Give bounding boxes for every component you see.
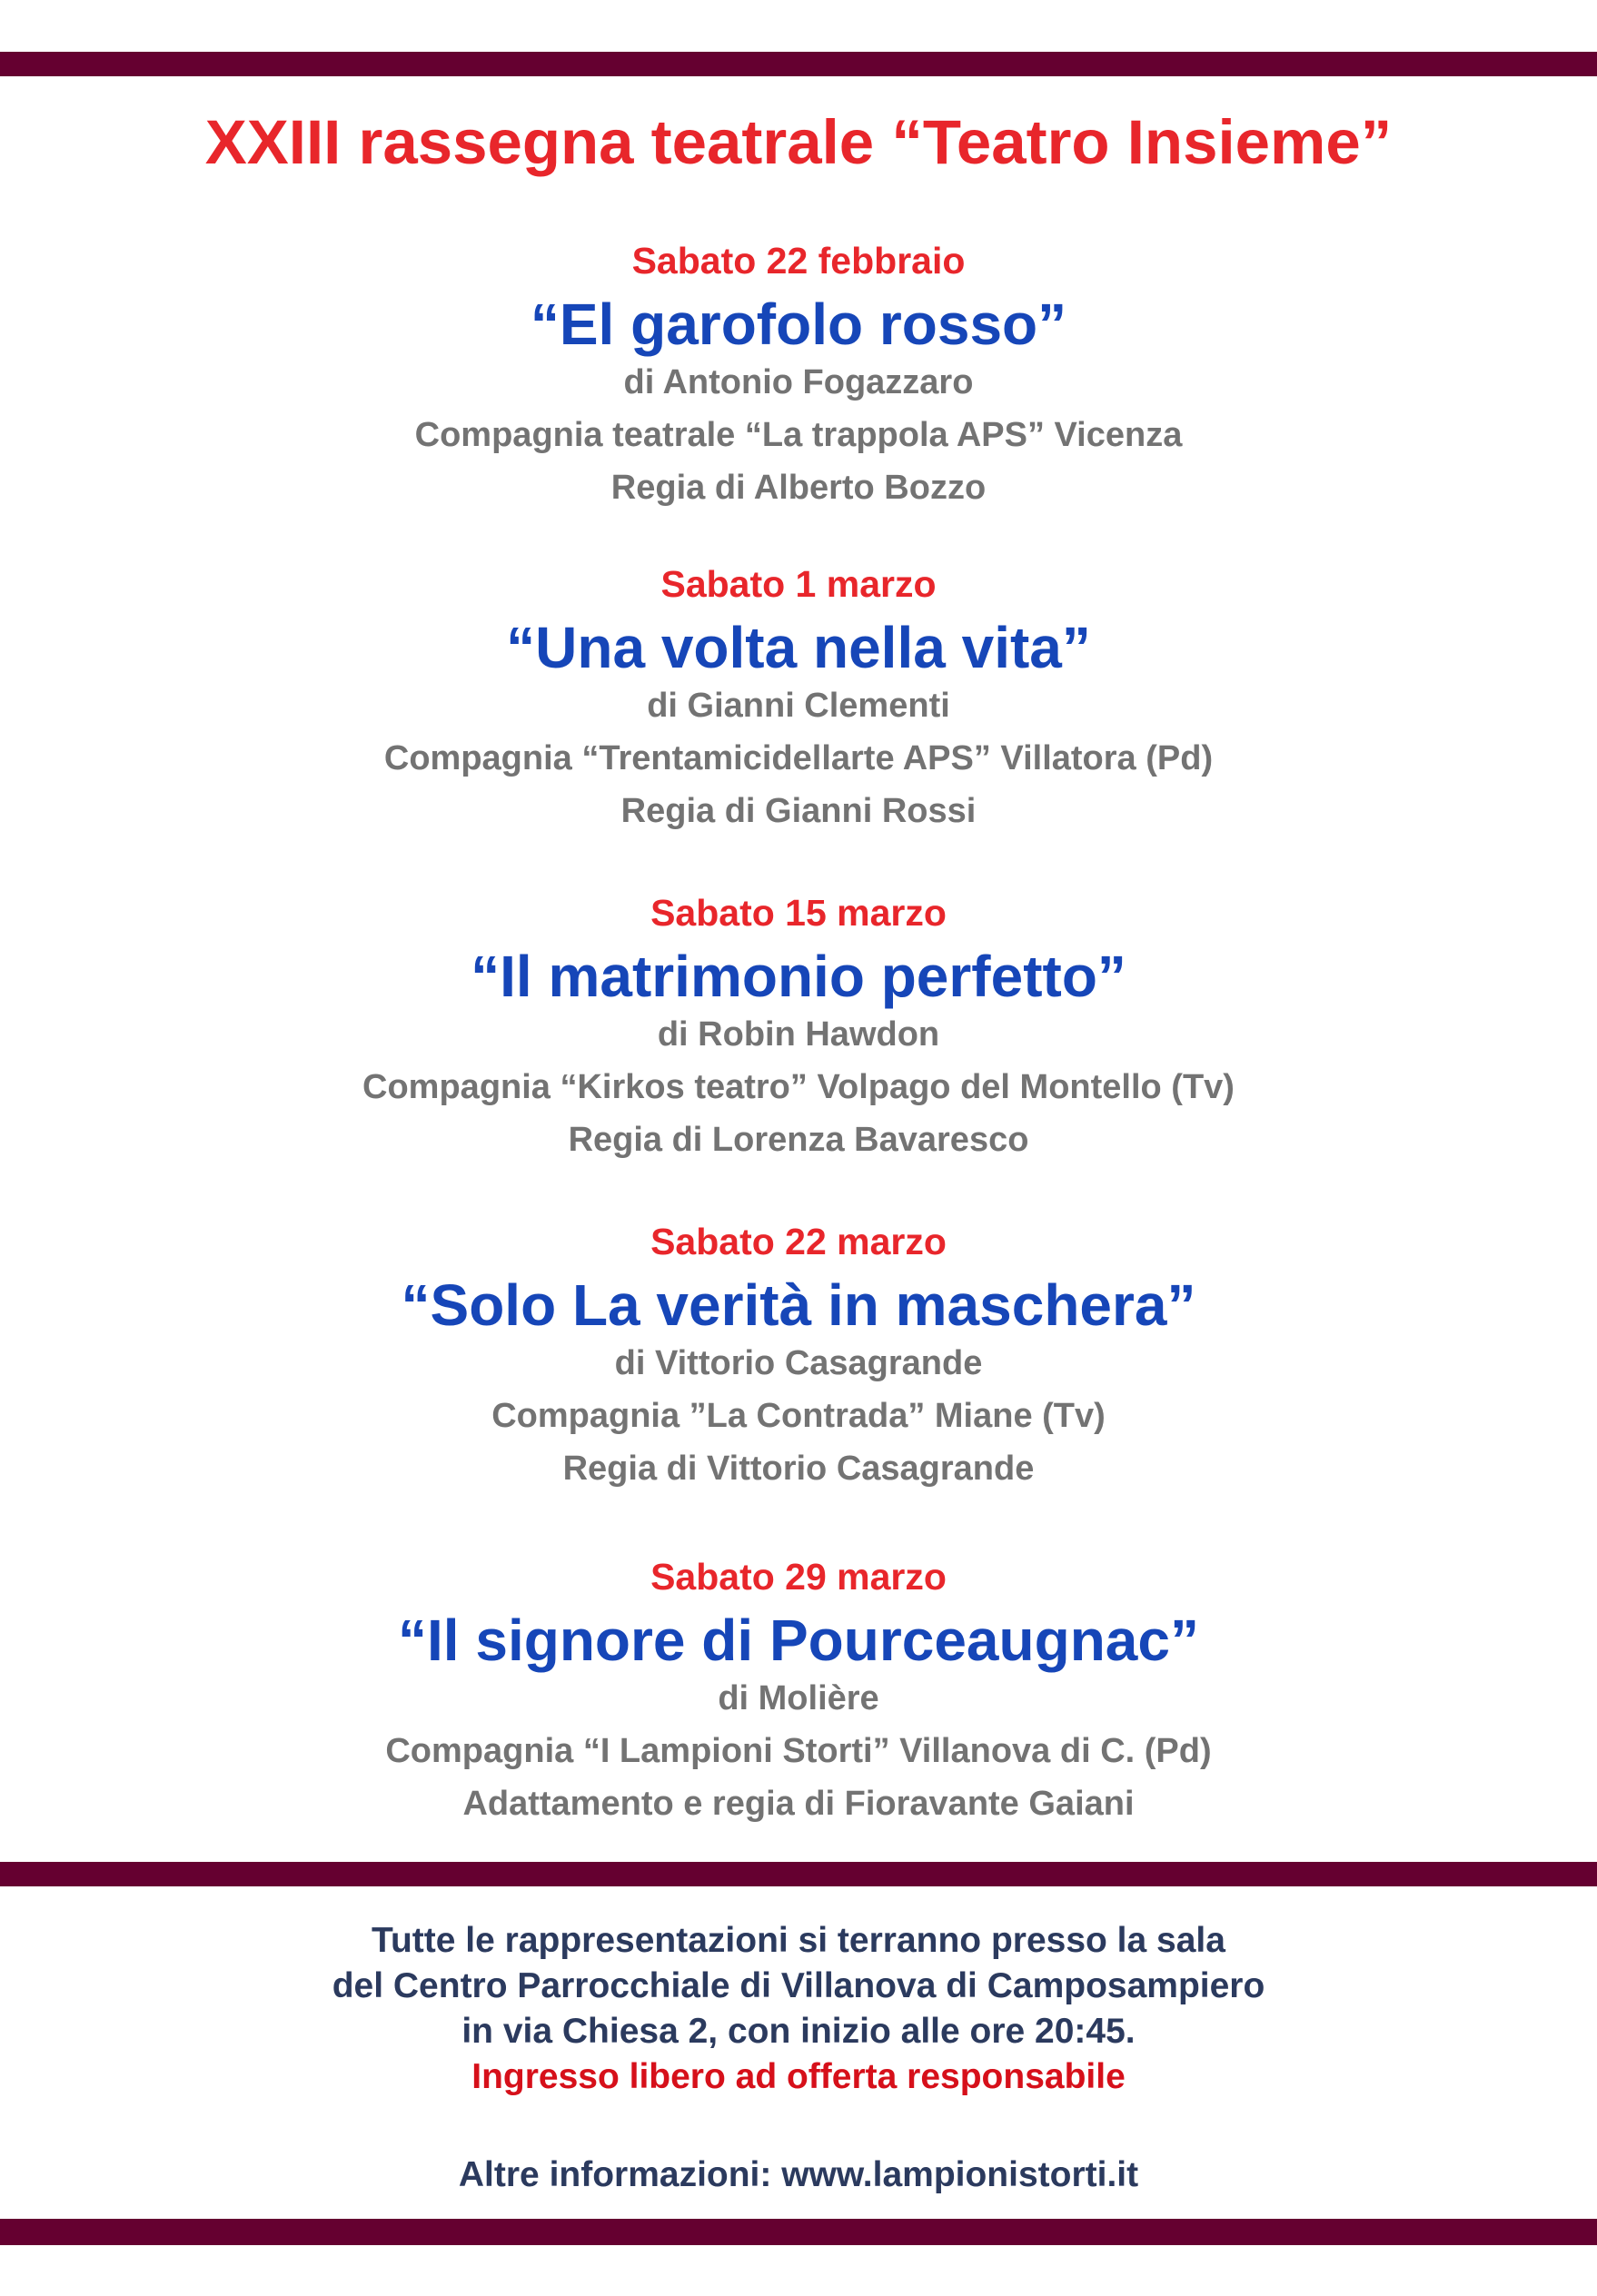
event-director: Regia di Alberto Bozzo <box>610 469 987 507</box>
event-author: di Molière <box>718 1679 879 1717</box>
event-date: Sabato 29 marzo <box>650 1556 947 1598</box>
event-item <box>0 238 1597 514</box>
event-item <box>0 890 1597 1166</box>
event-company: Compagnia “I Lampioni Storti” Villanova di C. (Pd) <box>385 1732 1212 1770</box>
event-author: di Gianni Clementi <box>647 687 950 725</box>
top-divider-bar <box>0 52 1597 76</box>
middle-divider-bar <box>0 1862 1597 1886</box>
venue-info-line: Tutte le rappresentazioni si terranno presso la sala <box>372 1921 1225 1960</box>
page-title: XXIII rassegna teatrale “Teatro Insieme” <box>204 107 1393 177</box>
event-date: Sabato 15 marzo <box>650 892 947 934</box>
free-entry-note: Ingresso libero ad offerta responsabile <box>471 2057 1126 2096</box>
event-director: Regia di Lorenza Bavaresco <box>568 1121 1029 1159</box>
event-director: Regia di Vittorio Casagrande <box>562 1450 1035 1488</box>
event-author: di Antonio Fogazzaro <box>623 363 974 401</box>
event-item <box>0 1554 1597 1830</box>
event-director: Adattamento e regia di Fioravante Gaiani <box>462 1785 1135 1823</box>
event-play-title: “Una volta nella vita” <box>506 615 1091 680</box>
event-author: di Vittorio Casagrande <box>614 1344 983 1382</box>
venue-info-line: in via Chiesa 2, con inizio alle ore 20:45. <box>461 2012 1136 2051</box>
event-company: Compagnia ”La Contrada” Miane (Tv) <box>491 1397 1106 1435</box>
event-play-title: “Il matrimonio perfetto” <box>471 944 1126 1009</box>
website-info: Altre informazioni: www.lampionistorti.it <box>458 2155 1139 2194</box>
event-play-title: “El garofolo rosso” <box>530 292 1067 357</box>
bottom-divider-bar <box>0 2219 1597 2245</box>
event-play-title: “Solo La verità in maschera” <box>401 1272 1196 1338</box>
event-author: di Robin Hawdon <box>657 1015 940 1054</box>
event-date: Sabato 22 febbraio <box>631 240 966 282</box>
event-date: Sabato 1 marzo <box>660 563 937 605</box>
event-play-title: “Il signore di Pourceaugnac” <box>398 1608 1199 1673</box>
event-company: Compagnia teatrale “La trappola APS” Vicenza <box>414 416 1183 454</box>
event-item <box>0 561 1597 837</box>
event-company: Compagnia “Trentamicidellarte APS” Villatora (Pd) <box>383 739 1214 777</box>
event-company: Compagnia “Kirkos teatro” Volpago del Montello (Tv) <box>362 1068 1235 1106</box>
venue-info-line: del Centro Parrocchiale di Villanova di Camposampiero <box>332 1966 1265 2005</box>
event-item <box>0 1219 1597 1495</box>
event-director: Regia di Gianni Rossi <box>620 792 977 830</box>
event-date: Sabato 22 marzo <box>650 1221 947 1262</box>
